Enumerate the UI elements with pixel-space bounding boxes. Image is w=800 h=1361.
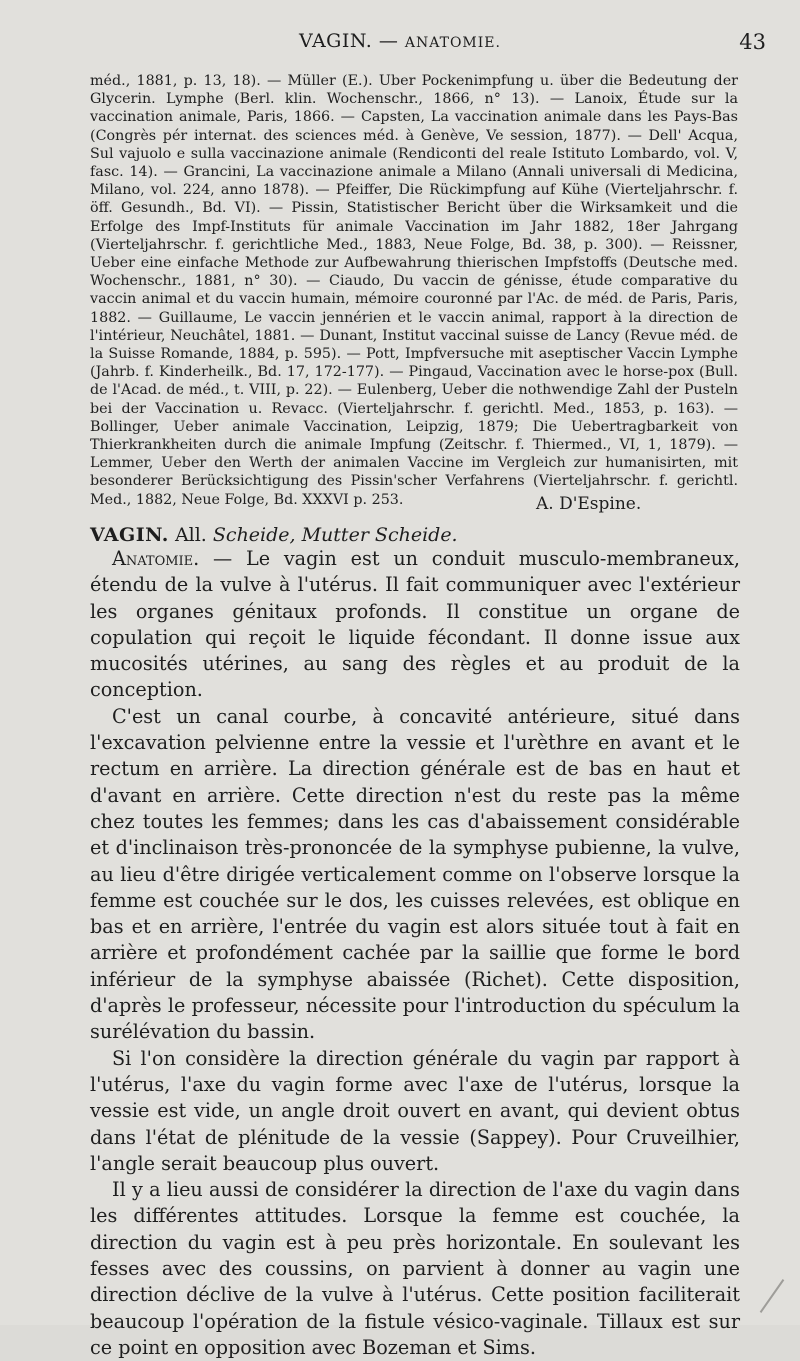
bibliography-block [90,72,738,509]
entry-heading [90,524,740,546]
running-head-word: VAGIN. [299,30,373,52]
section-label: Anatomie. [112,547,200,570]
running-head [0,30,800,60]
article-body [90,546,740,1361]
entry-translation: Scheide, Mutter Scheide. [212,524,458,546]
paragraph-3: Si l'on considère la direction générale du vagin par rapport à l'utérus, l'axe du vagin forme avec l'axe de l'utérus, lorsque la vessie est vide, un angle droit ouvert en avant, qui devient obtus dans l'état de plénitude de la vessie (Sappey). Pour Cruveilhier, l'angle serait beaucoup plus ouvert. [90,1046,740,1175]
paragraph-1-text: — Le vagin est un conduit musculo-membraneux, étendu de la vulve à l'utérus. Il fait communiquer avec l'extérieur les organes génitaux profonds. Il constitue un organe de copulation qui reçoit le liquide fécondant. Il donne issue aux mucosités utérines, au sang des règles et au produit de la conception. [90,547,740,702]
paragraph-1 [90,546,740,704]
paragraph-4: Il y a lieu aussi de considérer la direction de l'axe du vagin dans les différentes attitudes. Lorsque la femme est couchée, la direction du vagin est à peu près horizontale. En soulevant les fesses avec des coussins, on parvient à donner au vagin une direction déclive de la vulve à l'utérus. Cette position faciliterait beaucoup l'opération de la fistule vésico-vaginale. Tillaux est sur ce point en opposition avec Bozeman et Sims. [90,1178,740,1359]
author-signature: A. D'Espine. [536,494,642,514]
running-head-title [0,30,800,52]
running-head-section: ANATOMIE. [404,35,501,51]
paragraph-2: C'est un canal courbe, à concavité antérieure, situé dans l'excavation pelvienne entre la vessie et l'urèthre en avant et le rectum en arrière. La direction générale est de bas en haut et d'avant en arrière. Cette direction n'est du reste pas la même chez toutes les femmes; dans les cas d'abaissement considérable et d'inclinaison très-prononcée de la symphyse pubienne, la vulve, au lieu d'être dirigée verticalement comme on l'observe lorsque la femme est couchée sur le dos, les cuisses relevées, est oblique en bas et en arrière, l'entrée du vagin est alors située tout à fait en arrière et profondément cachée par la saillie que forme le bord inférieur de la symphyse abaissée (Richet). Cette disposition, d'après le professeur, nécessite pour l'introduction du spéculum la surélévation du bassin. [90,704,740,1044]
bibliography-text: méd., 1881, p. 13, 18). — Müller (E.). Uber Pockenimpfung u. über die Bedeutung der Glycerin. Lymphe (Berl. klin. Wochenschr., 1866, n° 13). — Lanoix, Étude sur la vaccination animale, Paris, 1866. — Capsten, La vaccination animale dans les Pays-Bas (Congrès pér internat. des sciences méd. à Genève, Ve session, 1877). — Dell' Acqua, Sul vajuolo e sulla vaccinazione animale (Rendiconti del reale Istituto Lombardo, vol. V, fasc. 14). — Grancini, La vaccinazione animale a Milano (Annali universali di Medicina, Milano, vol. 224, anno 1878). — Pfeiffer, Die Rückimpfung auf Kühe (Vierteljahrschr. f. öff. Gesundh., Bd. VI). — Pissin, Statistischer Bericht über die Wirksamkeit und die Erfolge des Impf-Instituts für animale Vaccination im Jahr 1882, 18er Jahrgang (Vierteljahrschr. f. gerichtliche Med., 1883, Neue Folge, Bd. 38, p. 300). — Reissner, Ueber eine einfache Methode zur Aufbewahrung thierischen Impfstoffs (Deutsche med. Wochenschr., 1881, n° 30). — Ciaudo, Du vaccin de génisse, étude comparative du vaccin animal et du vaccin humain, mémoire couronné par l'Ac. de méd. de Paris, Paris, 1882. — Guillaume, Le vaccin jennérien et le vaccin animal, rapport à la direction de l'intérieur, Neuchâtel, 1881. — Dunant, Institut vaccinal suisse de Lancy (Revue méd. de la Suisse Romande, 1884, p. 595). — Pott, Impfversuche mit aseptischer Vaccin Lymphe (Jahrb. f. Kinderheilk., Bd. 17, 172-177). — Pingaud, Vaccination avec le horse-pox (Bull. de l'Acad. de méd., t. VIII, p. 22). — Eulenberg, Ueber die nothwendige Zahl der Pusteln bei der Vaccination u. Revacc. (Vierteljahrschr. f. gerichtl. Med., 1853, p. 163). — Bollinger, Ueber animale Vaccination, Leipzig, 1879; Die Uebertragbarkeit von Thierkrankheiten durch die animale Impfung (Zeitschr. f. Thiermed., VI, 1, 1879). — Lemmer, Ueber den Werth der animalen Vaccine im Vergleich zur humanisirten, mit besonderer Berücksichtigung des Pissin'scher Verfahrens (Vierteljahrschr. f. gerichtl. Med., 1882, Neue Folge, Bd. XXXVI p. 253. [90,73,738,508]
entry-headword: VAGIN. [90,524,169,546]
page-number: 43 [739,30,766,54]
running-head-dash: — [378,30,399,52]
entry-language: All. [174,524,207,546]
scan-line-mark [760,1279,785,1313]
